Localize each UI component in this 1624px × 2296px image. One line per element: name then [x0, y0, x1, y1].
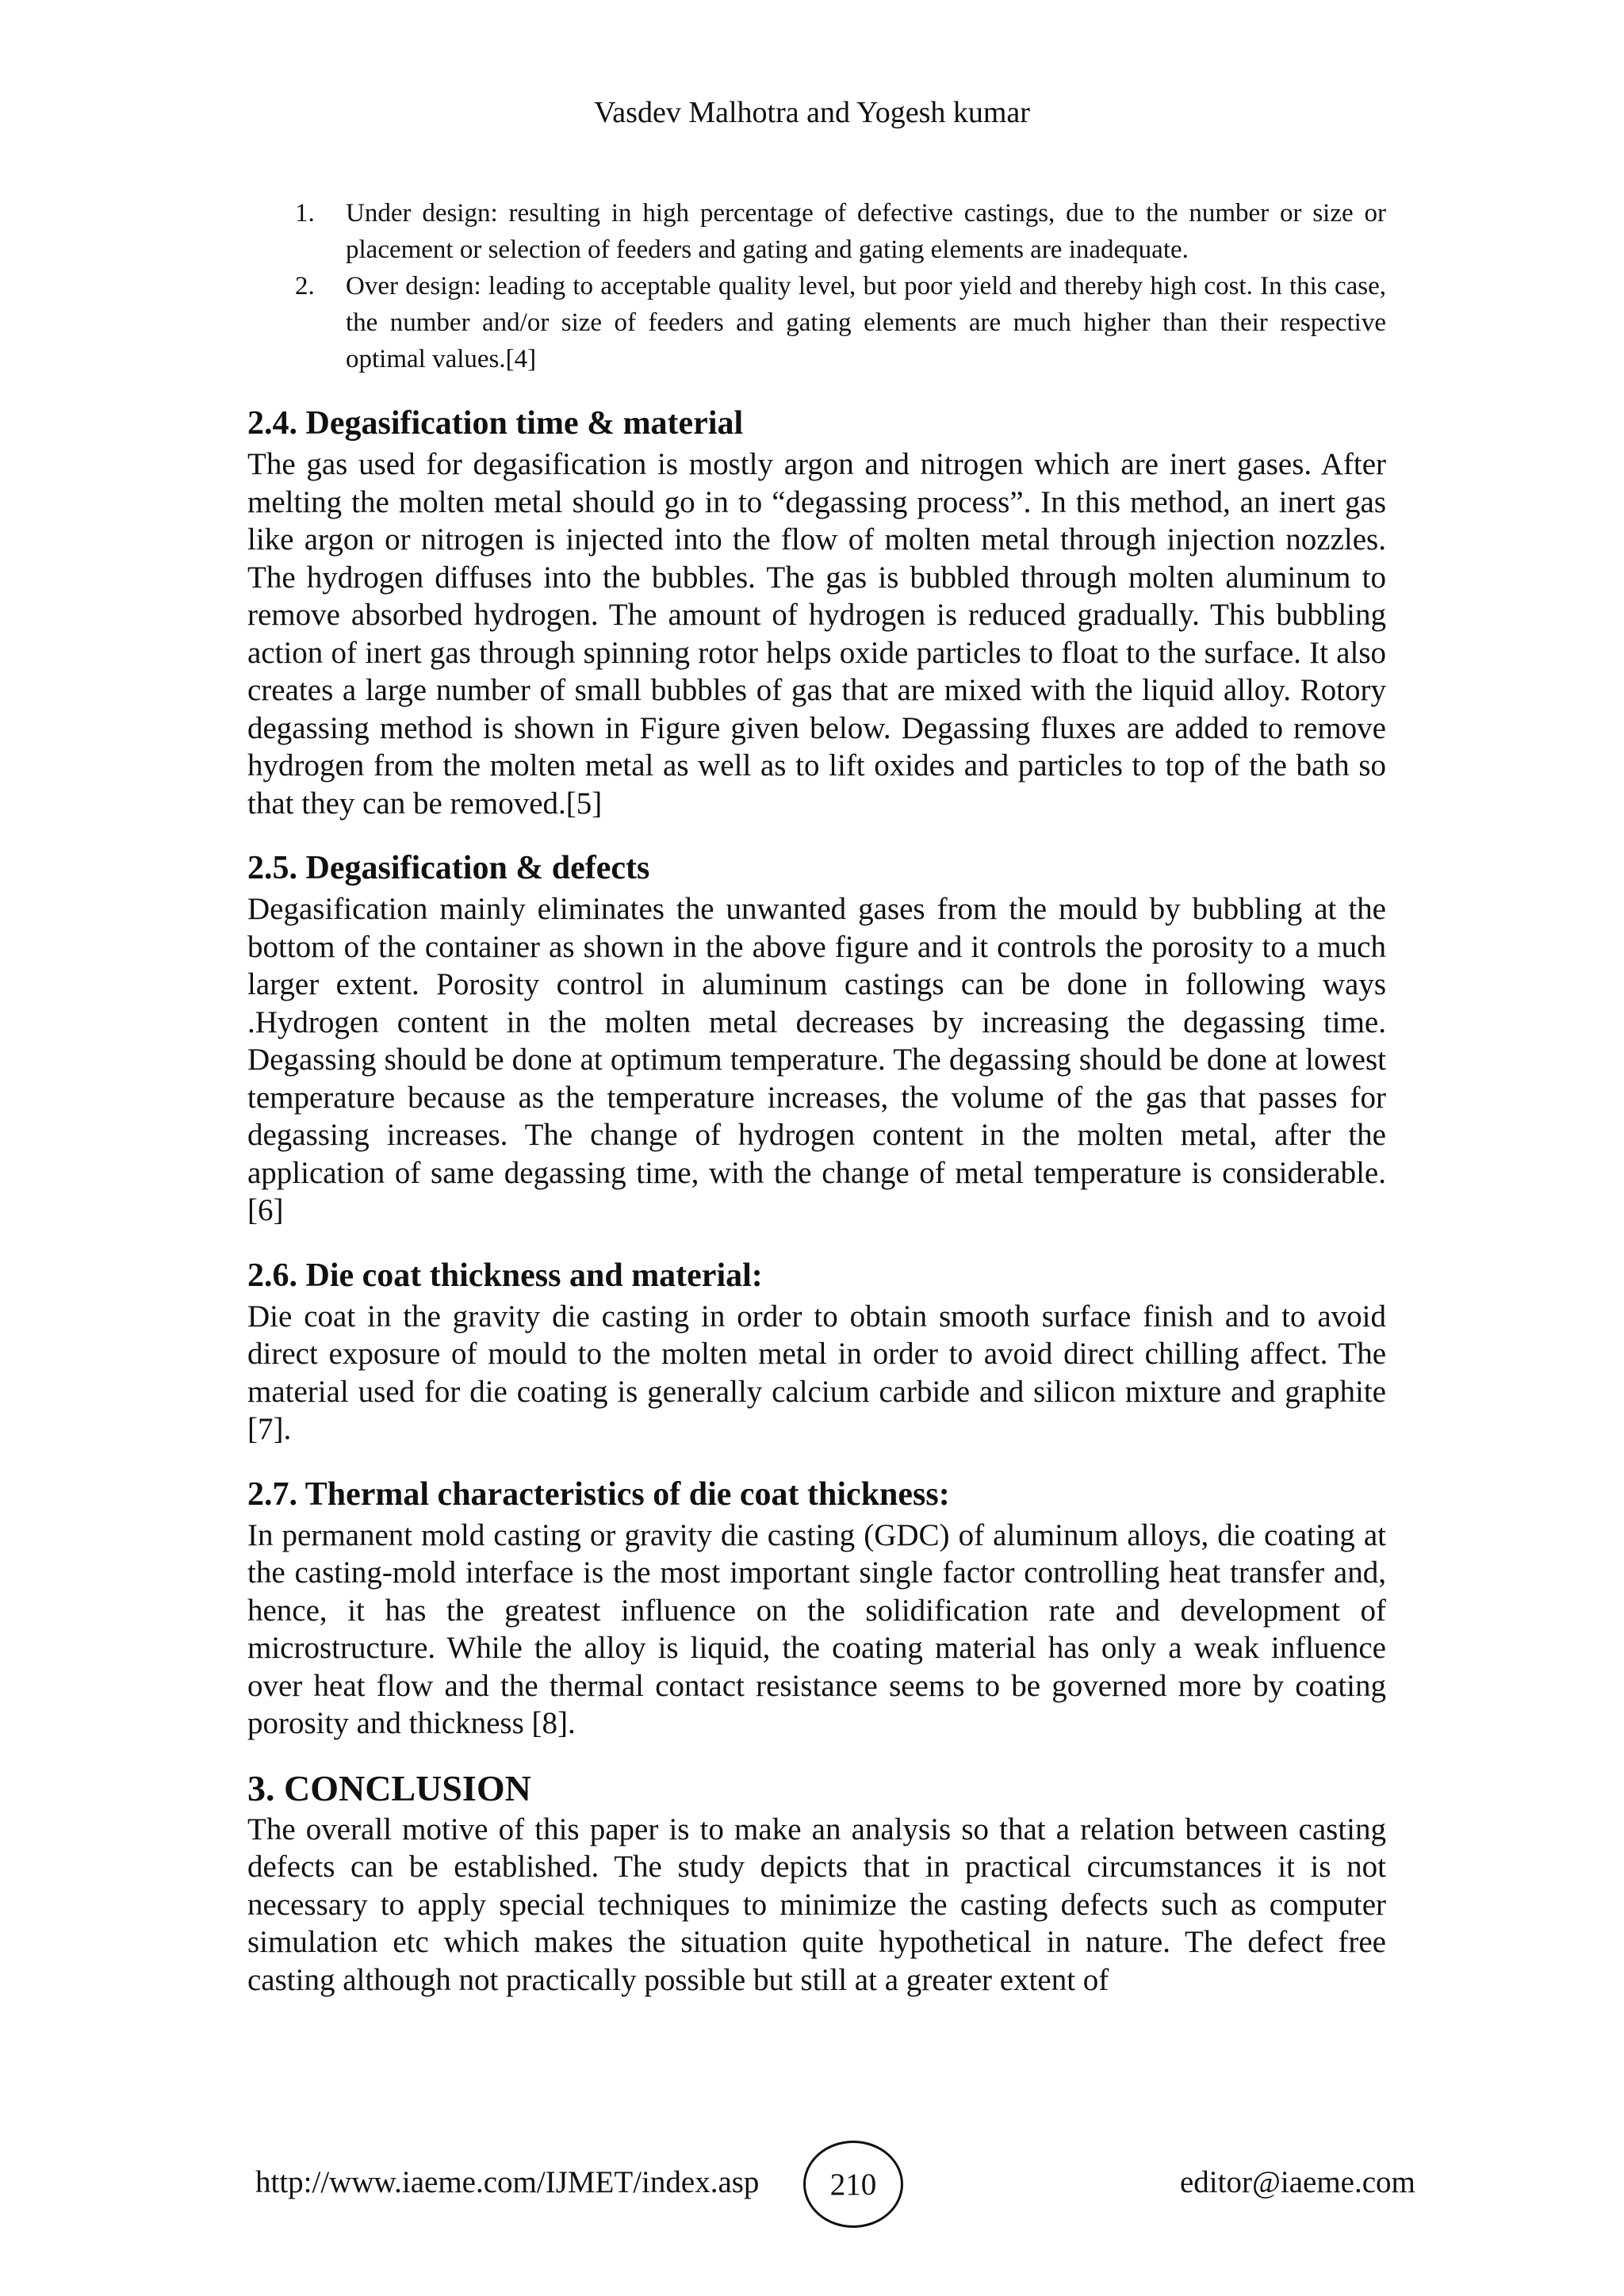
page-number: 210	[829, 2167, 877, 2202]
section-heading: 2.7. Thermal characteristics of die coat thickness:	[247, 1475, 950, 1513]
section-heading: 3. CONCLUSION	[247, 1767, 531, 1808]
page-body	[247, 195, 1386, 1999]
page-footer	[0, 2141, 1624, 2228]
list-item-number: 2.	[295, 272, 315, 300]
list-item	[247, 268, 1386, 377]
editor-email-link[interactable]: editor@iaeme.com	[1180, 2165, 1415, 2199]
section-paragraph: The gas used for degasification is mostly argon and nitrogen which are inert gases. After melting the molten metal should go in to “degassing process”. In this method, an inert gas like argon or nitrogen is injected into the flow of molten metal through injection nozzles. The hydrogen diffuses into the bubbles. The gas is bubbled through molten aluminum to remove absorbed hydrogen. The amount of hydrogen is reduced gradually. This bubbling action of inert gas through spinning rotor helps oxide particles to float to the surface. It also creates a large number of small bubbles of gas that are mixed with the liquid alloy. Rotory degassing method is shown in Figure given below. Degassing fluxes are added to remove hydrogen from the molten metal as well as to lift oxides and particles to top of the bath so that they can be removed.[5]	[247, 447, 1386, 821]
page-number-badge	[803, 2141, 903, 2228]
list-item-text: Under design: resulting in high percentage of defective castings, due to the number or size or placement or selection of feeders and gating and gating elements are inadequate.	[346, 199, 1386, 264]
section-heading: 2.4. Degasification time & material	[247, 405, 744, 442]
journal-url-link[interactable]: http://www.iaeme.com/IJMET/index.asp	[255, 2165, 760, 2199]
section-paragraph: The overall motive of this paper is to make an analysis so that a relation between casting defects can be established. The study depicts that in practical circumstances it is not necessary to apply special techniques to minimize the casting defects such as computer simulation etc which makes the situation quite hypothetical in nature. The defect free casting although not practically possible but still at a greater extent of	[247, 1812, 1386, 1997]
running-header: Vasdev Malhotra and Yogesh kumar	[594, 96, 1030, 129]
section-heading: 2.6. Die coat thickness and material:	[247, 1257, 763, 1294]
list-item-number: 1.	[295, 199, 315, 228]
section-paragraph: Die coat in the gravity die casting in order to obtain smooth surface finish and to avoid direct exposure of mould to the molten metal in order to avoid direct chilling affect. The material used for die coating is generally calcium carbide and silicon mixture and graphite [7].	[247, 1299, 1386, 1446]
section-2-7	[247, 1472, 1386, 1743]
section-paragraph: Degasification mainly eliminates the unwanted gases from the mould by bubbling at the bottom of the container as shown in the above figure and it controls the porosity to a much larger extent. Porosity control in aluminum castings can be done in following ways .Hydrogen content in the molten metal decreases by increasing the degassing time. Degassing should be done at optimum temperature. The degassing should be done at lowest temperature because as the temperature increases, the volume of the gas that passes for degassing increases. The change of hydrogen content in the molten metal, after the application of same degassing time, with the change of metal temperature is considerable.[6]	[247, 892, 1386, 1227]
section-3-conclusion	[247, 1766, 1386, 1999]
section-2-6	[247, 1253, 1386, 1448]
list-item	[247, 195, 1386, 268]
section-heading: 2.5. Degasification & defects	[247, 850, 650, 886]
section-2-5	[247, 846, 1386, 1230]
section-2-4	[247, 401, 1386, 822]
list-item-text: Over design: leading to acceptable quality level, but poor yield and thereby high cost. In this case, the number and/or size of feeders and gating elements are much higher than their respective optimal values.[4]	[346, 272, 1386, 373]
design-list	[247, 195, 1386, 377]
section-paragraph: In permanent mold casting or gravity die casting (GDC) of aluminum alloys, die coating at the casting-mold interface is the most important single factor controlling heat transfer and, hence, it has the greatest influence on the solidification rate and development of microstructure. While the alloy is liquid, the coating material has only a weak influence over heat flow and the thermal contact resistance seems to be governed more by coating porosity and thickness [8].	[247, 1517, 1386, 1740]
